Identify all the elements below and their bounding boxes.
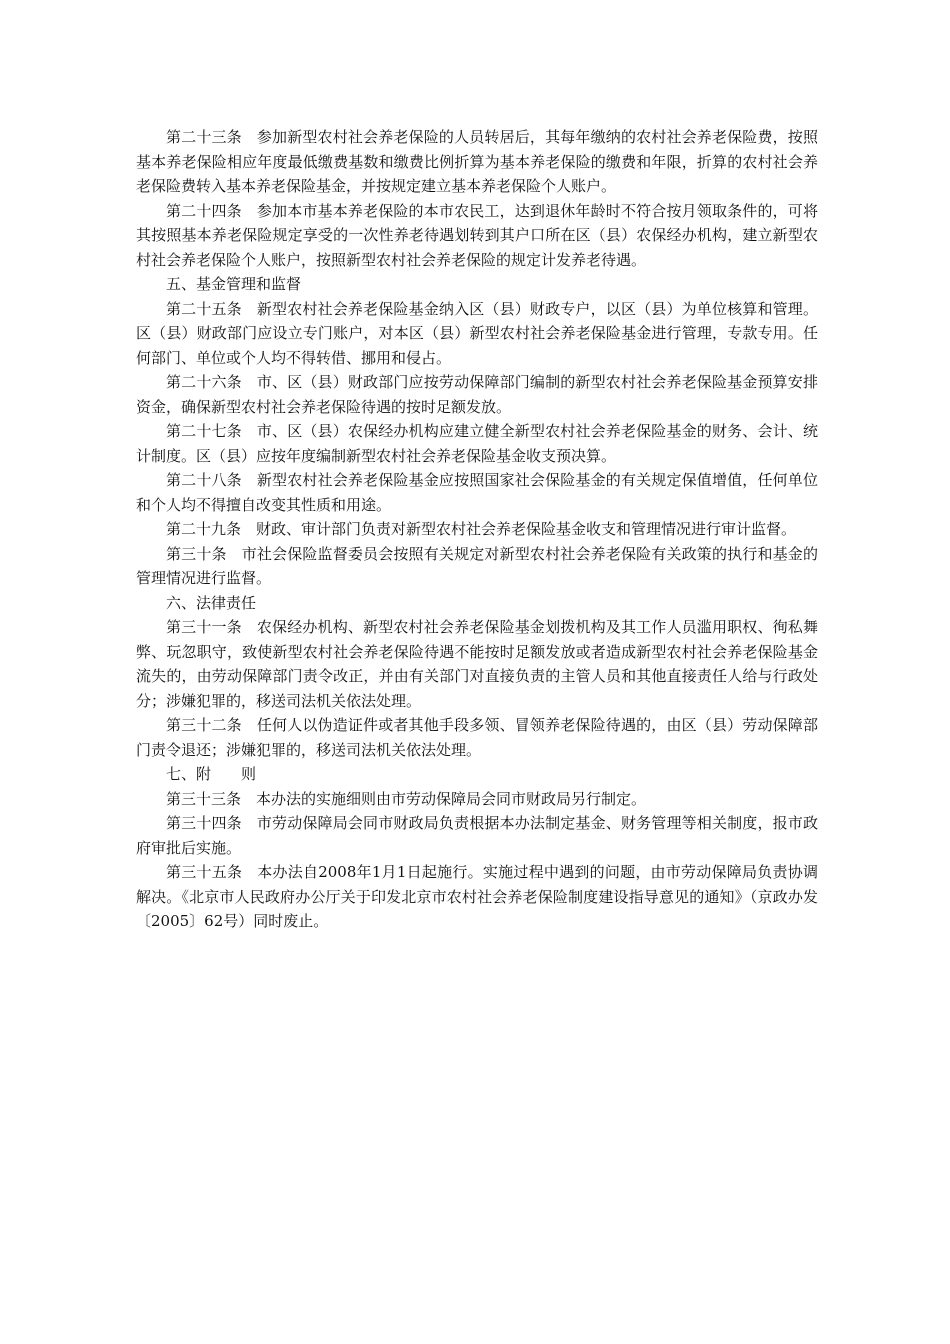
article-number: 第二十七条 <box>166 422 242 440</box>
article-text: 本办法的实施细则由市劳动保障局会同市财政局另行制定。 <box>256 789 647 808</box>
section-heading-legal-liability: 六、法律责任 <box>166 593 257 612</box>
article-number: 第二十六条 <box>166 373 242 391</box>
article-number: 第三十五条 <box>166 863 243 881</box>
article-23 <box>136 125 818 199</box>
article-24 <box>136 199 818 273</box>
article-number: 第二十三条 <box>166 128 242 146</box>
article-32 <box>136 713 818 762</box>
article-text: 参加新型农村社会养老保险的人员转居后，其每年缴纳的农村社会养老保险费，按照基本养老保险相应年度最低缴费基数和缴费比例折算为基本养老保险的缴费和年限，折算的农村社会养老保险费转入基本养老保险基金，并按规定建立基本养老保险个人账户。 <box>136 128 818 195</box>
document-body <box>136 125 818 934</box>
article-35 <box>136 860 818 934</box>
section-heading-supplementary: 七、附 则 <box>166 765 257 783</box>
article-text: 财政、审计部门负责对新型农村社会养老保险基金收支和管理情况进行审计监督。 <box>256 520 797 538</box>
article-number: 第三十二条 <box>166 716 242 734</box>
article-31 <box>136 615 818 713</box>
article-text: 农保经办机构、新型农村社会养老保险基金划拨机构及其工作人员滥用职权、徇私舞弊、玩忽职守，致使新型农村社会养老保险待遇不能按时足额发放或者造成新型农村社会养老保险基金流失的，由劳动保障部门责令改正，并由有关部门对直接负责的主管人员和其他直接责任人给与行政处分；涉嫌犯罪的，移送司法机关依法处理。 <box>136 618 818 710</box>
article-number: 第二十九条 <box>166 520 242 538</box>
article-29 <box>136 517 818 542</box>
article-number: 第二十八条 <box>166 471 242 489</box>
article-text: 市、区（县）财政部门应按劳动保障部门编制的新型农村社会养老保险基金预算安排资金，确保新型农村社会养老保险待遇的按时足额发放。 <box>136 373 818 416</box>
article-30 <box>136 542 818 591</box>
article-text: 市社会保险监督委员会按照有关规定对新型农村社会养老保险有关政策的执行和基金的管理情况进行监督。 <box>136 544 818 587</box>
article-number: 第二十四条 <box>166 201 242 220</box>
article-text: 参加本市基本养老保险的本市农民工，达到退休年龄时不符合按月领取条件的，可将其按照基本养老保险规定享受的一次性养老待遇划转到其户口所在区（县）农保经办机构，建立新型农村社会养老保险个人账户，按照新型农村社会养老保险的规定计发养老待遇。 <box>136 201 818 269</box>
article-25 <box>136 297 818 371</box>
article-number: 第三十一条 <box>166 618 242 636</box>
article-text: 市劳动保障局会同市财政局负责根据本办法制定基金、财务管理等相关制度，报市政府审批后实施。 <box>136 814 818 857</box>
article-text: 新型农村社会养老保险基金纳入区（县）财政专户，以区（县）为单位核算和管理。区（县）财政部门应设立专门账户，对本区（县）新型农村社会养老保险基金进行管理，专款专用。任何部门、单位或个人均不得转借、挪用和侵占。 <box>136 299 818 367</box>
article-34 <box>136 811 818 860</box>
article-26 <box>136 370 818 419</box>
article-text: 任何人以伪造证件或者其他手段多领、冒领养老保险待遇的，由区（县）劳动保障部门责令退还；涉嫌犯罪的，移送司法机关依法处理。 <box>136 716 818 759</box>
article-number: 第二十五条 <box>166 299 242 318</box>
article-33 <box>136 787 818 812</box>
article-28 <box>136 468 818 517</box>
article-number: 第三十四条 <box>166 814 242 832</box>
article-text: 新型农村社会养老保险基金应按照国家社会保险基金的有关规定保值增值，任何单位和个人均不得擅自改变其性质和用途。 <box>136 471 818 514</box>
section-heading-fund-management: 五、基金管理和监督 <box>166 275 302 293</box>
article-number: 第三十三条 <box>166 789 242 808</box>
article-text: 市、区（县）农保经办机构应建立健全新型农村社会养老保险基金的财务、会计、统计制度。区（县）应按年度编制新型农村社会养老保险基金收支预决算。 <box>136 422 818 465</box>
article-text: 本办法自2008年1月1日起施行。实施过程中遇到的问题，由市劳动保障局负责协调解决。《北京市人民政府办公厅关于印发北京市农村社会养老保险制度建设指导意见的通知》（京政办发〔2005〕62号）同时废止。 <box>136 863 818 930</box>
article-number: 第三十条 <box>166 544 227 563</box>
article-27 <box>136 419 818 468</box>
